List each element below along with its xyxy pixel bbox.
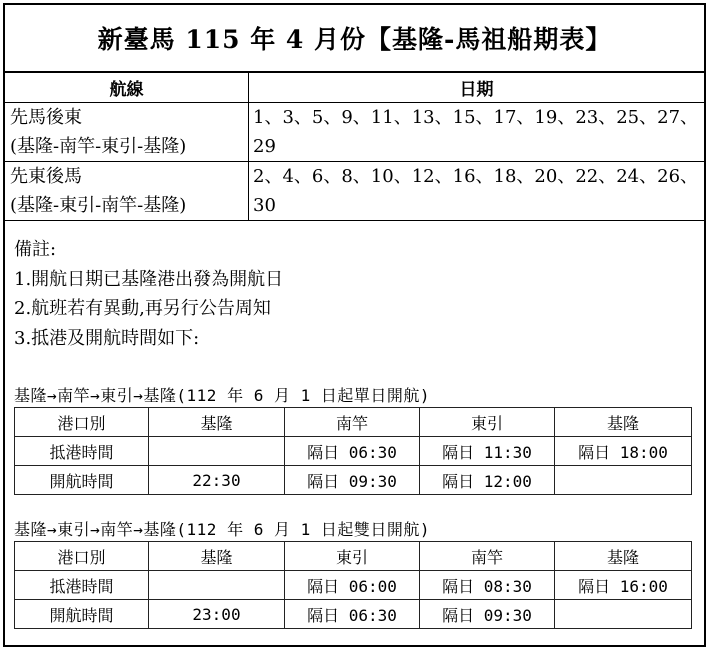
schedule-document	[3, 3, 706, 647]
table-cell	[149, 571, 285, 600]
route-date-table	[5, 72, 704, 221]
table-row	[15, 466, 692, 495]
dates-line: 1、3、5、9、11、13、15、17、19、23、25、27、	[253, 107, 699, 128]
table-cell: 基隆	[149, 542, 285, 571]
table-cell: 抵港時間	[15, 571, 149, 600]
dates-line: 29	[253, 136, 276, 157]
note-item: 3.抵港及開航時間如下:	[14, 327, 200, 349]
page-title: 新臺馬 115 年 4 月份【基隆-馬祖船期表】	[5, 5, 704, 73]
schedule-table-odd	[14, 407, 692, 495]
table-cell: 22:30	[149, 466, 285, 495]
table-cell: 隔日 06:30	[285, 600, 420, 629]
note-item: 1.開航日期已基隆港出發為開航日	[14, 268, 284, 290]
table-cell: 隔日 09:30	[285, 466, 420, 495]
table-cell: 隔日 09:30	[420, 600, 555, 629]
table-cell	[149, 437, 285, 466]
table-cell: 東引	[285, 542, 420, 571]
table-cell: 南竿	[285, 408, 420, 437]
table-cell: 隔日 06:30	[285, 437, 420, 466]
table-cell: 基隆	[555, 542, 692, 571]
table-row	[15, 408, 692, 437]
table-row	[15, 437, 692, 466]
table-cell: 抵港時間	[15, 437, 149, 466]
schedule-title-odd: 基隆→南竿→東引→基隆(112 年 6 月 1 日起單日開航)	[14, 386, 430, 405]
table-row	[15, 600, 692, 629]
table-cell: 基隆	[555, 408, 692, 437]
table-cell	[555, 466, 692, 495]
table-row	[5, 103, 704, 162]
header-dates: 日期	[249, 72, 705, 103]
route-name: 先馬後東	[10, 107, 82, 128]
notes	[14, 235, 283, 353]
table-cell: 隔日 06:00	[285, 571, 420, 600]
table-row	[15, 571, 692, 600]
route-path: (基隆-南竿-東引-基隆)	[10, 136, 187, 157]
table-cell: 隔日 11:30	[420, 437, 555, 466]
table-cell: 23:00	[149, 600, 285, 629]
dates-cell	[249, 162, 705, 221]
schedule-title-even: 基隆→東引→南竿→基隆(112 年 6 月 1 日起雙日開航)	[14, 520, 430, 539]
table-cell: 隔日 12:00	[420, 466, 555, 495]
table-cell: 隔日 08:30	[420, 571, 555, 600]
table-cell: 港口別	[15, 408, 149, 437]
route-name: 先東後馬	[10, 166, 82, 187]
table-cell: 隔日 16:00	[555, 571, 692, 600]
schedule-table-even	[14, 541, 692, 629]
route-path: (基隆-東引-南竿-基隆)	[10, 195, 187, 216]
dates-line: 30	[253, 195, 276, 216]
notes-heading: 備註:	[14, 239, 57, 260]
table-cell: 基隆	[149, 408, 285, 437]
table-cell: 南竿	[420, 542, 555, 571]
table-cell	[555, 600, 692, 629]
table-row	[15, 542, 692, 571]
table-cell: 開航時間	[15, 466, 149, 495]
table-cell: 開航時間	[15, 600, 149, 629]
route-cell	[5, 162, 249, 221]
header-route: 航線	[5, 72, 249, 103]
route-cell	[5, 103, 249, 162]
table-cell: 港口別	[15, 542, 149, 571]
dates-cell	[249, 103, 705, 162]
table-cell: 東引	[420, 408, 555, 437]
dates-line: 2、4、6、8、10、12、16、18、20、22、24、26、	[253, 166, 699, 187]
table-row	[5, 162, 704, 221]
note-item: 2.航班若有異動,再另行公告周知	[14, 298, 271, 319]
table-cell: 隔日 18:00	[555, 437, 692, 466]
